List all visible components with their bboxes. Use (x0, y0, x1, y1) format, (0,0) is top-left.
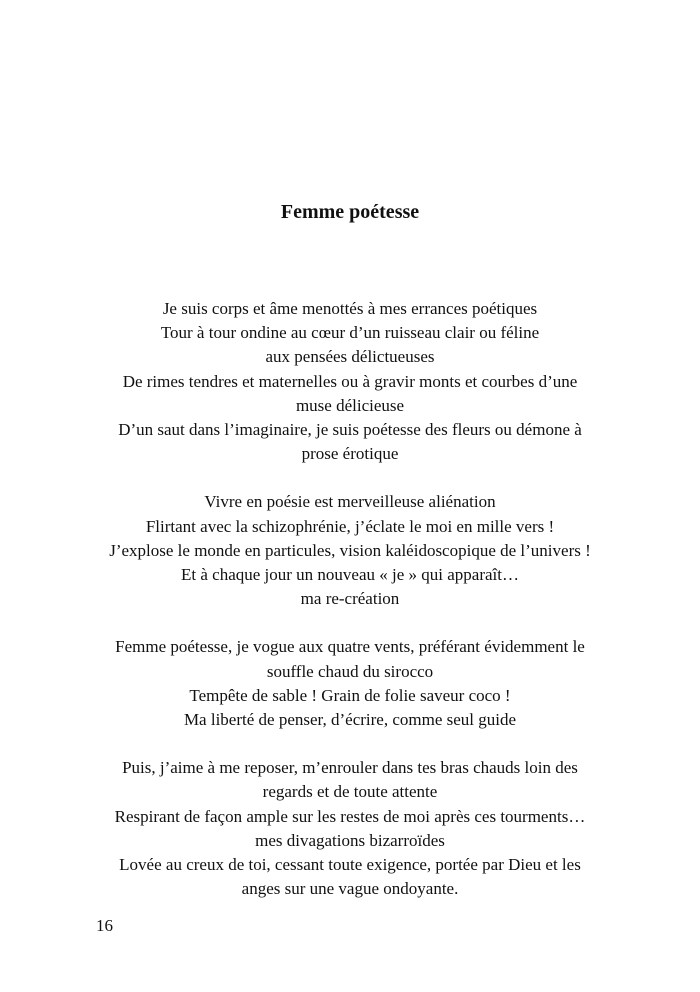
poem-line: Et à chaque jour un nouveau « je » qui apparaît… (181, 565, 519, 585)
poem-line: muse délicieuse (295, 395, 405, 415)
poem-line: Je suis corps et âme menottés à mes errances poétiques (162, 299, 538, 318)
stanza-1 (0, 297, 700, 466)
poem-line: mes divagations bizarroïdes (255, 830, 445, 850)
stanza-2 (0, 490, 700, 611)
poem-line: J’explose le monde en particules, vision kaléidoscopique de l’univers ! (109, 540, 591, 560)
poem-line: De rimes tendres et maternelles ou à gravir monts et courbes d’une (122, 371, 578, 391)
page-number: 16 (96, 916, 113, 935)
poem-line: Ma liberté de penser, d’écrire, comme seul guide (183, 710, 517, 730)
poem-title: Femme poétesse (280, 201, 420, 223)
poem-line: prose érotique (301, 444, 399, 464)
poem-line: Respirant de façon ample sur les restes de moi après ces tourments… (114, 806, 586, 826)
poem-line: Tour à tour ondine au cœur d’un ruisseau clair ou féline (160, 323, 540, 343)
poem-line: aux pensées délictueuses (265, 347, 435, 367)
poem-line: Flirtant avec la schizophrénie, j’éclate le moi en mille vers ! (145, 516, 555, 536)
poem-line: Puis, j’aime à me reposer, m’enrouler dans tes bras chauds loin des (122, 758, 578, 778)
poem-line: souffle chaud du sirocco (266, 661, 434, 681)
poem-line: Vivre en poésie est merveilleuse aliénation (204, 492, 496, 512)
poem-line: regards et de toute attente (262, 782, 438, 802)
poem-line: Lovée au creux de toi, cessant toute exigence, portée par Dieu et les (119, 855, 581, 875)
poem-line: ma re-création (300, 589, 400, 609)
stanza-3 (0, 635, 700, 732)
poem-line: Femme poétesse, je vogue aux quatre vents, préférant évidemment le (115, 637, 585, 657)
poem-line: Tempête de sable ! Grain de folie saveur coco ! (189, 685, 511, 705)
stanza-4 (0, 756, 700, 901)
poem-body (0, 297, 700, 925)
poem-line: anges sur une vague ondoyante. (241, 879, 459, 899)
poem-line: D’un saut dans l’imaginaire, je suis poétesse des fleurs ou démone à (118, 420, 582, 440)
